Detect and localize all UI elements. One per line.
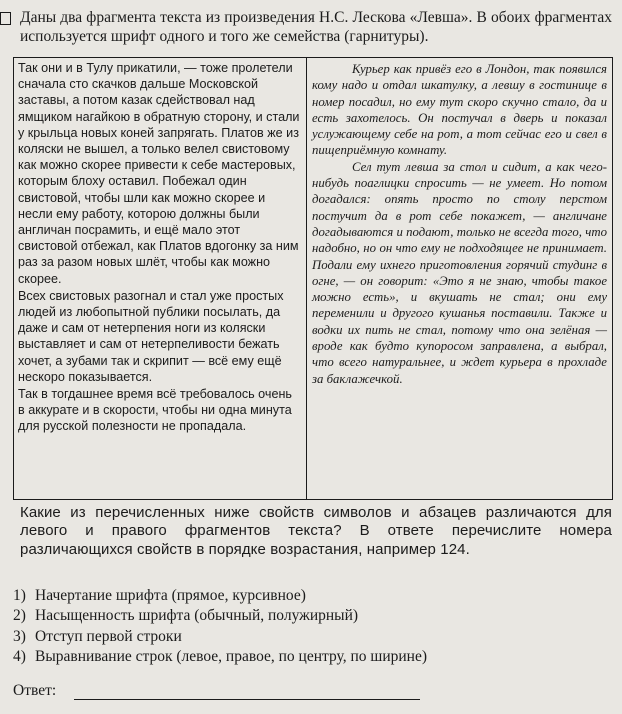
left-paragraph-2: Всех свистовых разогнал и стал уже простых людей из любопытной публики посылать, да даже и сам от нетерпения ноги из коляски выставляет и сам от нетерпеливости бежать хочет, а зубами так и скрипит — всё ему ещё нескоро показывается. <box>18 288 284 384</box>
question-text: Какие из перечисленных ниже свойств символов и абзацев различаются для левого и правого фрагментов текста? В ответе перечислите номера различающихся свойств в порядке возрастания, например 124. <box>20 504 612 558</box>
task-checkbox <box>0 12 11 25</box>
option-item <box>13 647 613 667</box>
option-item <box>13 586 613 606</box>
task-intro: Даны два фрагмента текста из произведения Н.С. Лескова «Левша». В обоих фрагментах используется шрифт одного и того же семейства (гарнитуры). <box>20 9 612 45</box>
right-fragment <box>307 58 612 499</box>
option-item <box>13 606 613 626</box>
left-paragraph-3: Так в тогдашнее время всё требовалось очень в аккурате и в скорости, чтобы ни одна минута для русской полезности не пропадала. <box>18 387 292 434</box>
left-paragraph-1: Так они и в Тулу прикатили, — тоже пролетели сначала сто скачков дальше Московской заставы, а потом казак сдействовал над ямщиком нагайкою в обратную сторону, и стали у крыльца новых коней запрягать. Платов же из коляски не вышел, а только велел свистовому как можно скорее привести к себе мастеровых, которым блоху оставил. Побежал один свистовой, чтобы шли как можно скорее и несли ему работу, которою должны были англичан посрамить, и ещё мало этот свистовой отбежал, как Платов вдогонку за ним раз за разом новых шлёт, чтобы как можно скорее. <box>18 61 300 286</box>
answer-label: Ответ: <box>13 682 57 699</box>
answer-field[interactable] <box>74 687 420 700</box>
option-item <box>13 627 613 647</box>
option-text: Начертание шрифта (прямое, курсивное) <box>35 587 306 604</box>
option-text: Насыщенность шрифта (обычный, полужирный) <box>35 607 359 625</box>
option-number: 1) <box>13 587 26 604</box>
fragments-table <box>13 57 613 500</box>
answer-row <box>13 682 433 700</box>
right-paragraph-2: Сел тут левша за стол и сидит, а как чего-нибудь поаглицки спросить — не умеет. Но потом догадался: опять просто по столу перстом постучит да в рот себе покажет, — англичане догадываются и подают, только не всегда того, что надобно, но он что ему не подходящее не принимает. Подали ему ихнего приготовления горячий студинг в огне, — он говорит: «Это я не знаю, чтобы такое можно есть», и вкушать не стал; они ему переменили и другого кушанья поставили. Также и водки их пить не стал, потому что она зелёная — вроде как будто купоросом заправлена, а выбрал, что всего натуральнее, и ждет курьера в прохладе за баклажечкой. <box>312 159 607 386</box>
option-text: Отступ первой строки <box>35 627 182 645</box>
option-number: 4) <box>13 648 26 666</box>
right-paragraph-1: Курьер как привёз его в Лондон, так появился кому надо и отдал шкатулку, а левшу в гостинице в номер посадил, но ему тут скоро скучно стало, да и есть захотелось. Он постучал в дверь и показал услужающему себе на рот, а тот сейчас его и свел в пищеприёмную комнату. <box>312 62 607 158</box>
options-list <box>13 586 613 668</box>
option-number: 3) <box>13 627 26 645</box>
option-number: 2) <box>13 607 26 625</box>
option-text: Выравнивание строк (левое, правое, по центру, по ширине) <box>35 648 428 666</box>
left-fragment <box>14 58 307 499</box>
